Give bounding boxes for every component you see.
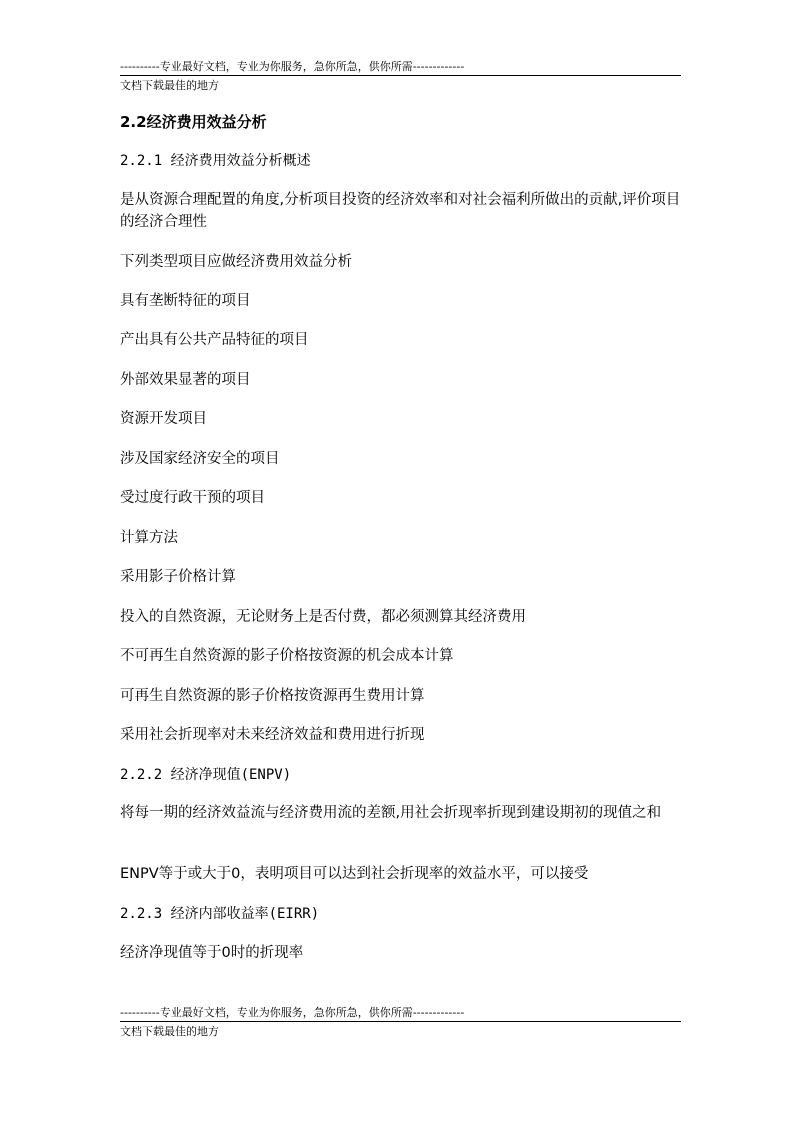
subsection-title-2-2-3: 2.2.3 经济内部收益率(EIRR) [120,906,320,922]
enpv-definition: 将每一期的经济效益流与经济费用流的差额,用社会折现率折现到建设期初的现值之和 [120,805,662,821]
type-item: 外部效果显著的项目 [120,372,251,388]
page-footer [120,1006,681,1039]
header-subtitle: 文档下载最佳的地方 [120,79,219,92]
type-item: 受过度行政干预的项目 [120,490,265,506]
method-item: 采用社会折现率对未来经济效益和费用进行折现 [120,727,425,743]
section-title: 2.2经济费用效益分析 [120,113,267,131]
types-intro: 下列类型项目应做经济费用效益分析 [120,254,352,270]
definition-paragraph: 是从资源合理配置的角度,分析项目投资的经济效率和对社会福利所做出的贡献,评价项目的经济合理性 [120,192,681,230]
type-item: 具有垄断特征的项目 [120,293,251,309]
subsection-title-2-2-2: 2.2.2 经济净现值(ENPV) [120,767,292,783]
page-header [120,60,681,93]
method-item: 可再生自然资源的影子价格按资源再生费用计算 [120,688,425,704]
method-item: 投入的自然资源，无论财务上是否付费，都必须测算其经济费用 [120,609,526,625]
enpv-criterion: ENPV等于或大于0，表明项目可以达到社会折现率的效益水平，可以接受 [120,866,589,882]
eirr-definition: 经济净现值等于0时的折现率 [120,945,304,961]
header-tagline: ----------专业最好文档，专业为你服务，急你所急，供你所需------------- [120,60,681,76]
type-item: 涉及国家经济安全的项目 [120,451,280,467]
subsection-title-2-2-1: 2.2.1 经济费用效益分析概述 [120,153,311,169]
type-item: 资源开发项目 [120,411,207,427]
method-item: 不可再生自然资源的影子价格按资源的机会成本计算 [120,648,454,664]
footer-tagline: ----------专业最好文档，专业为你服务，急你所急，供你所需------------- [120,1006,681,1022]
method-item: 采用影子价格计算 [120,569,236,585]
type-item: 产出具有公共产品特征的项目 [120,332,309,348]
footer-subtitle: 文档下载最佳的地方 [120,1025,219,1038]
method-title: 计算方法 [120,530,178,546]
